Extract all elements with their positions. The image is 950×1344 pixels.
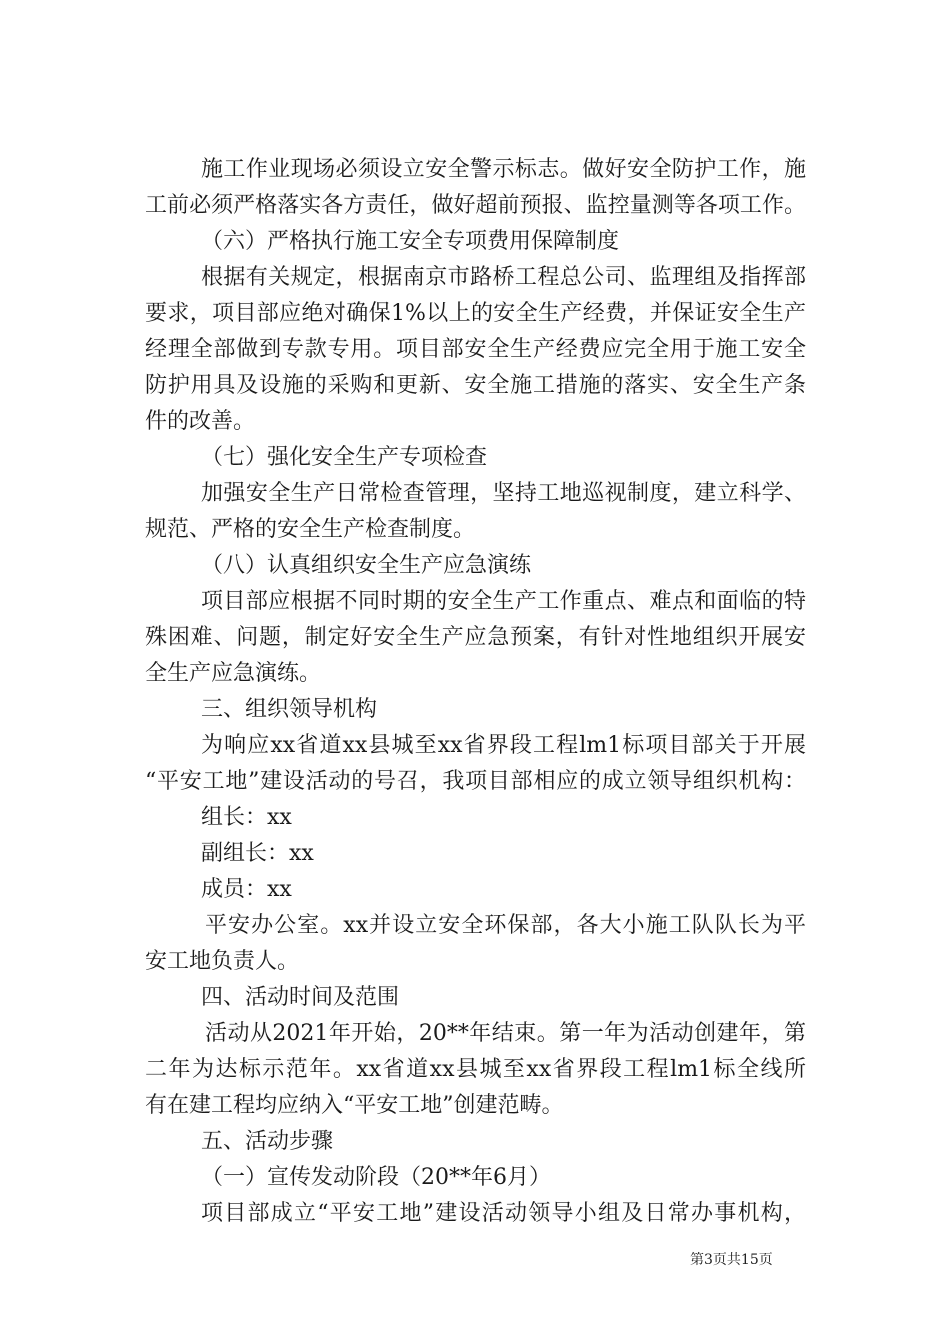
line-text: 根据有关规定，根据南京市路桥工程总公司、监理组及指挥部 (201, 265, 806, 290)
line-text: 成员：xx (201, 877, 292, 902)
line-text: 为响应xx省道xx县城至xx省界段工程lm1标项目部关于开展 (201, 733, 806, 758)
line-text: （六）严格执行施工安全专项费用保障制度 (201, 229, 620, 254)
line-text: 有在建工程均应纳入“平安工地”创建范畴。 (145, 1093, 564, 1118)
line-text: 安工地负责人。 (145, 949, 300, 974)
line-text: 五、活动步骤 (201, 1129, 334, 1154)
line-text: 平安办公室。xx并设立安全环保部，各大小施工队队长为平 (205, 913, 806, 938)
line-text: 全生产应急演练。 (145, 661, 322, 686)
line-text: 副组长：xx (201, 841, 314, 866)
line-text: 组长：xx (201, 805, 292, 830)
line-text: 要求，项目部应绝对确保1%以上的安全生产经费，并保证安全生产 (145, 301, 806, 326)
line-text: 施工作业现场必须设立安全警示标志。做好安全防护工作，施 (201, 157, 806, 182)
line-text: （一）宣传发动阶段（20**年6月） (201, 1165, 551, 1190)
line-text: （七）强化安全生产专项检查 (201, 445, 488, 470)
line-text: 经理全部做到专款专用。项目部安全生产经费应完全用于施工安全 (145, 337, 806, 362)
line-text: 项目部应根据不同时期的安全生产工作重点、难点和面临的特 (201, 589, 806, 614)
line-text: 四、活动时间及范围 (201, 985, 400, 1010)
line-text: 三、组织领导机构 (201, 697, 378, 722)
line-text: 件的改善。 (145, 409, 256, 434)
line-text: 殊困难、问题，制定好安全生产应急预案，有针对性地组织开展安 (145, 625, 806, 650)
line-text: 项目部成立“平安工地”建设活动领导小组及日常办事机构， (201, 1201, 806, 1226)
line-text: 二年为达标示范年。xx省道xx县城至xx省界段工程lm1标全线所 (145, 1057, 806, 1082)
line-text: 防护用具及设施的采购和更新、安全施工措施的落实、安全生产条 (145, 373, 806, 398)
line-text: “平安工地”建设活动的号召，我项目部相应的成立领导组织机构： (145, 769, 806, 794)
line-text: 规范、严格的安全生产检查制度。 (145, 517, 476, 542)
line-text: 活动从2021年开始，20**年结束。第一年为活动创建年，第 (205, 1021, 806, 1046)
line-text: 工前必须严格落实各方责任，做好超前预报、监控量测等各项工作。 (145, 193, 806, 218)
page-number-footer: 第3页共15页 (690, 1252, 773, 1268)
line-text: 加强安全生产日常检查管理，坚持工地巡视制度，建立科学、 (201, 481, 806, 506)
line-text: （八）认真组织安全生产应急演练 (201, 553, 532, 578)
